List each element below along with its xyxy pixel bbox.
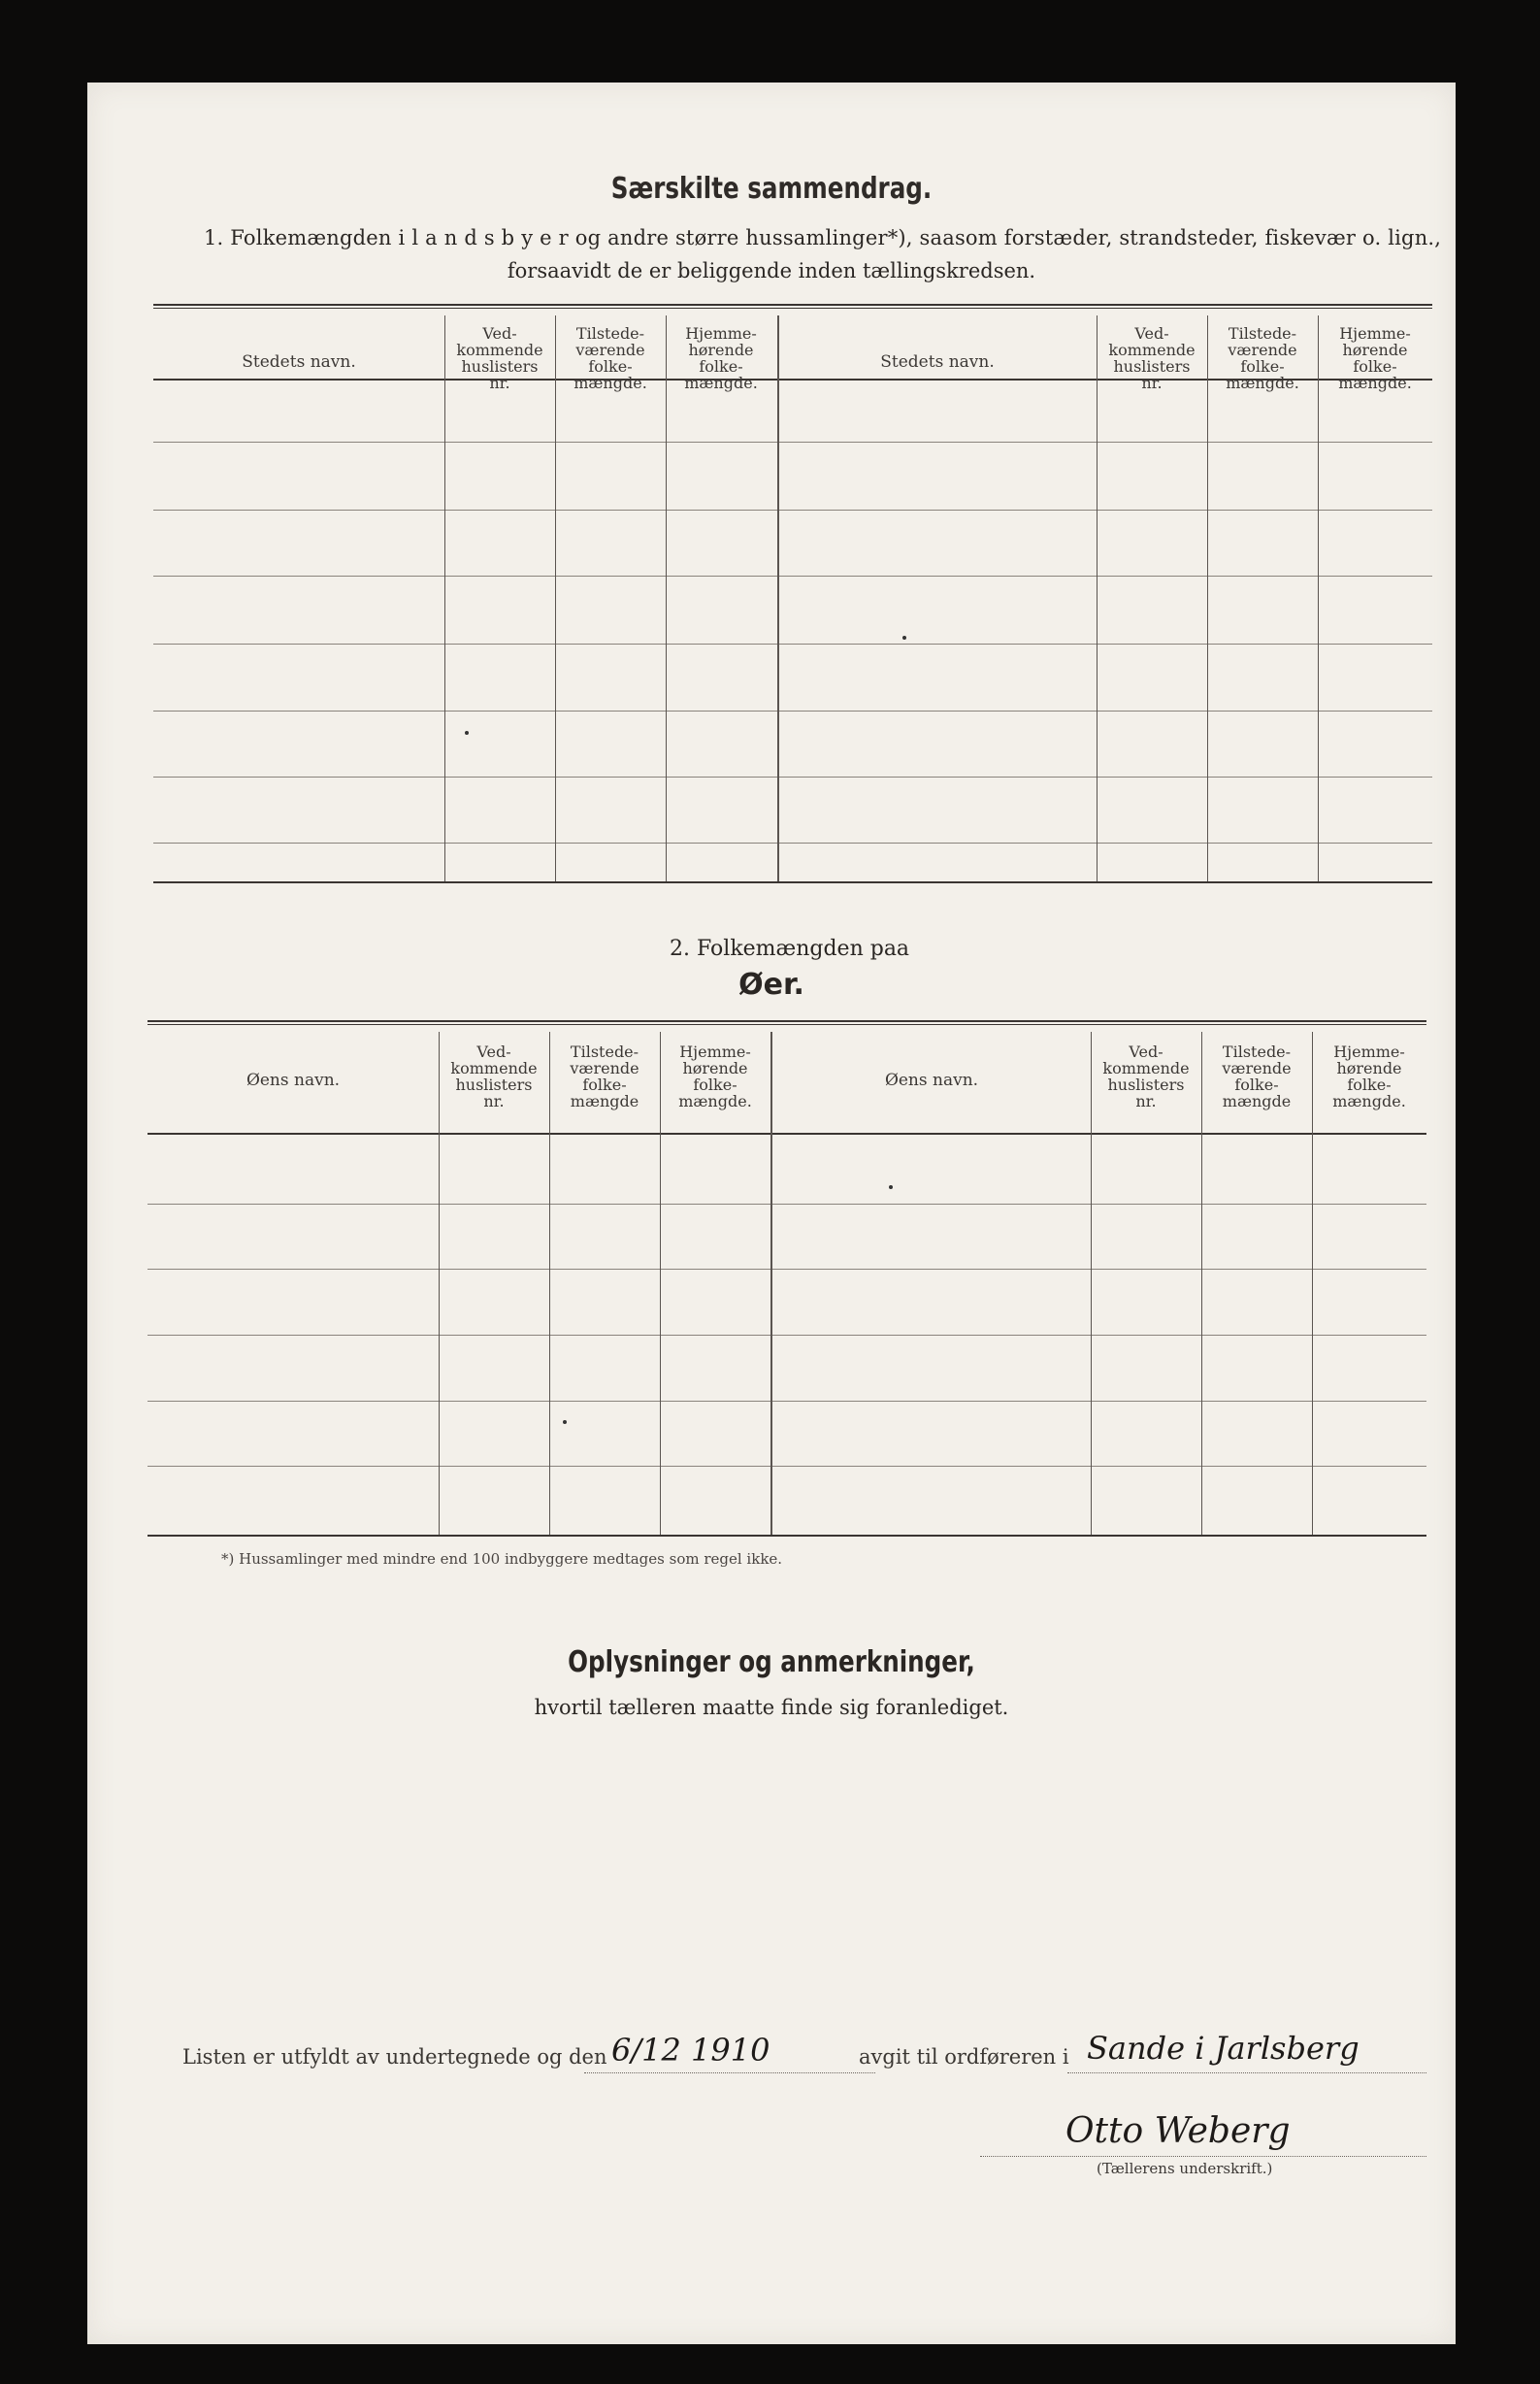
t1-header-tilst-left: Tilstede- værende folke- mængde. bbox=[573, 324, 647, 392]
section2-heading-line1: 2. Folkemængden paa bbox=[670, 937, 910, 961]
enumerator-signature: Otto Weberg bbox=[1065, 2111, 1291, 2151]
t2-header-tilst-left: Tilstede- værende folke- mængde bbox=[570, 1043, 639, 1110]
place-handwritten: Sande i Jarlsberg bbox=[1087, 2030, 1360, 2067]
t1-header-vedk-right: Ved- kommende huslisters nr. bbox=[1108, 324, 1196, 392]
t2-header-tilst-right: Tilstede- værende folke- mængde bbox=[1222, 1043, 1292, 1110]
date-handwritten: 6/12 1910 bbox=[611, 2032, 770, 2069]
signature-prefix: Listen er utfyldt av undertegnede og den bbox=[182, 2045, 607, 2069]
t1-header-name-right: Stedets navn. bbox=[880, 352, 995, 372]
t2-header-hjem-right: Hjemme- hørende folke- mængde. bbox=[1332, 1043, 1406, 1110]
signature-caption: (Tællerens underskrift.) bbox=[1097, 2160, 1273, 2177]
t1-header-hjem-right: Hjemme- hørende folke- mængde. bbox=[1338, 324, 1412, 392]
t1-header-tilst-right: Tilstede- værende folke- mængde. bbox=[1226, 324, 1299, 392]
summary-title: Særskilte sammendrag. bbox=[610, 172, 933, 206]
summary-intro-line2: forsaavidt de er beliggende inden tællingskredsen. bbox=[507, 259, 1036, 282]
footnote: *) Hussamlinger med mindre end 100 indbyggere medtages som regel ikke. bbox=[221, 1550, 783, 1568]
remarks-title: Oplysninger og anmerkninger, bbox=[568, 1645, 975, 1679]
t2-header-name-right: Øens navn. bbox=[884, 1071, 979, 1090]
t1-header-hjem-left: Hjemme- hørende folke- mængde. bbox=[684, 324, 758, 392]
remarks-subtitle: hvortil tælleren maatte finde sig foranlediget. bbox=[534, 1696, 1009, 1719]
t1-header-name-left: Stedets navn. bbox=[242, 352, 356, 372]
t2-header-hjem-left: Hjemme- hørende folke- mængde. bbox=[678, 1043, 752, 1110]
t2-header-vedk-left: Ved- kommende huslisters nr. bbox=[450, 1043, 538, 1110]
summary-intro-line1: 1. Folkemængden i l a n d s b y e r og andre større hussamlinger*), saasom forstæder, strandsteder, fiskevær o. lign., bbox=[204, 226, 1442, 249]
t1-header-vedk-left: Ved- kommende huslisters nr. bbox=[456, 324, 543, 392]
t2-header-vedk-right: Ved- kommende huslisters nr. bbox=[1102, 1043, 1190, 1110]
section2-heading-line2: Øer. bbox=[738, 968, 804, 1002]
signature-middle: avgit til ordføreren i bbox=[859, 2045, 1069, 2069]
t2-header-name-left: Øens navn. bbox=[246, 1071, 341, 1090]
census-form-page bbox=[87, 83, 1456, 2344]
